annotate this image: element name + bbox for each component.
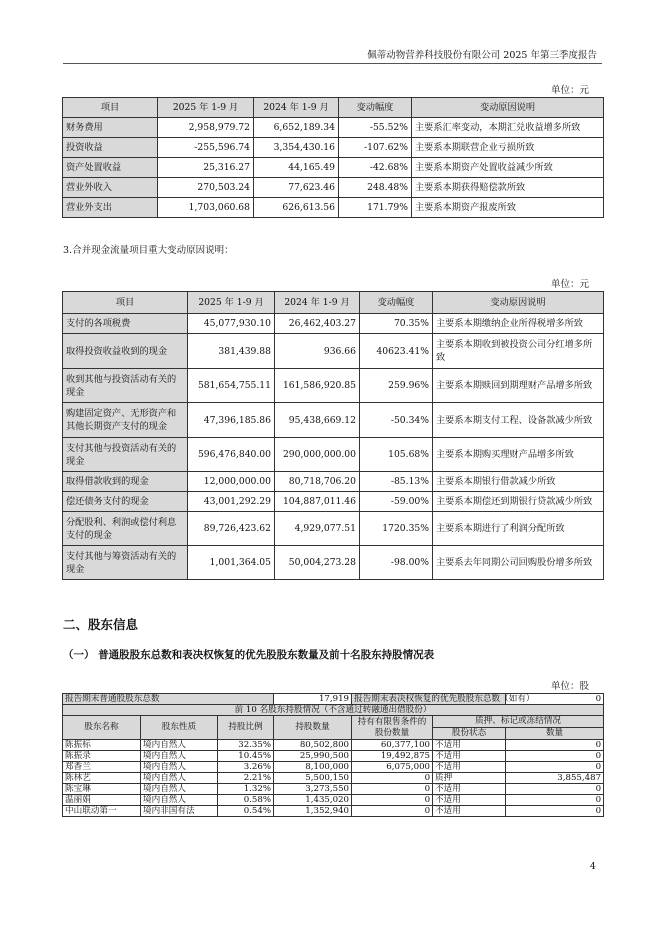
table-cell: 2.21% — [218, 773, 274, 784]
table-cell: 0 — [506, 806, 604, 817]
table-cell: 境内自然人 — [141, 740, 218, 751]
table-cell: 626,613.56 — [254, 198, 339, 218]
table-cell: 主要系本期缴纳企业所得税增多所致 — [433, 314, 604, 334]
col-name-header: 股东名称 — [63, 716, 141, 740]
table-cell: 陈林艺 — [63, 773, 141, 784]
table-cell: 290,000,000.00 — [275, 438, 360, 472]
table-cell: 中山联动第一 — [63, 806, 141, 817]
top10-caption: 前 10 名股东持股情况（不含通过转融通出借股份） — [63, 705, 604, 716]
table-cell: 581,654,755.11 — [188, 369, 275, 403]
table-cell: 80,718,706.20 — [275, 472, 360, 492]
table-row — [63, 118, 604, 138]
table-cell: 财务费用 — [63, 118, 158, 138]
table-cell: 936.66 — [275, 334, 360, 369]
page-number: 4 — [590, 862, 596, 872]
table-cell: 支付的各项税费 — [63, 314, 188, 334]
total-holders-label: 报告期末普通股股东总数 — [63, 694, 274, 705]
table-cell: 3,273,550 — [274, 784, 352, 795]
table-cell: 营业外支出 — [63, 198, 158, 218]
table-cell: 营业外收入 — [63, 178, 158, 198]
table-cell: 10.45% — [218, 751, 274, 762]
table-cell: 投资收益 — [63, 138, 158, 158]
table-cell: -85.13% — [360, 472, 433, 492]
table-cell: 支付其他与投资活动有关的现金 — [63, 438, 188, 472]
table-cell: 45,077,930.10 — [188, 314, 275, 334]
table-cell: -255,596.74 — [158, 138, 254, 158]
table-cell: 主要系本期获得赔偿款所致 — [412, 178, 604, 198]
table2-col-header: 2025 年 1-9 月 — [188, 292, 275, 314]
table-row — [63, 198, 604, 218]
table2-col-header: 项目 — [63, 292, 188, 314]
table-cell: 取得借款收到的现金 — [63, 472, 188, 492]
table-cell: 5,500,150 — [274, 773, 352, 784]
table-cell: 境内自然人 — [141, 784, 218, 795]
table-cell: 质押 — [433, 773, 506, 784]
table-cell: 0 — [352, 806, 433, 817]
subsection-title: （一） 普通股股东总数和表决权恢复的优先股股东数量及前十名股东持股情况表 — [63, 649, 435, 661]
table-cell: 105.68% — [360, 438, 433, 472]
table-row — [63, 740, 604, 751]
table2-col-header: 变动幅度 — [360, 292, 433, 314]
table-row — [63, 403, 604, 438]
table1-header-row — [63, 98, 604, 118]
table-cell: 主要系本期资产报废所致 — [412, 198, 604, 218]
page-header: 佩蒂动物营养科技股份有限公司 2025 年第三季度报告 — [367, 50, 597, 61]
table1-col-header: 变动原因说明 — [412, 98, 604, 118]
table-cell: 1,435,020 — [274, 795, 352, 806]
table-cell: 1.32% — [218, 784, 274, 795]
table-cell: 381,439.88 — [188, 334, 275, 369]
table-row — [63, 138, 604, 158]
table-cell: 25,990,500 — [274, 751, 352, 762]
table-cell: 6,075,000 — [352, 762, 433, 773]
table-cell: 596,476,840.00 — [188, 438, 275, 472]
table-row — [63, 806, 604, 817]
table-cell: 主要系本期偿还到期银行贷款减少所致 — [433, 492, 604, 512]
table-cell: 0 — [352, 784, 433, 795]
table-cell: 主要系本期收到被投资公司分红增多所致 — [433, 334, 604, 369]
table2-col-header: 变动原因说明 — [433, 292, 604, 314]
table-cell: 主要系去年同期公司回购股份增多所致 — [433, 546, 604, 580]
table-cell: 8,100,000 — [274, 762, 352, 773]
table-row — [63, 178, 604, 198]
table-cell: 0.58% — [218, 795, 274, 806]
table-row — [63, 492, 604, 512]
table-cell: 25,316.27 — [158, 158, 254, 178]
table-cell: -42.68% — [339, 158, 412, 178]
table-cell: 32.35% — [218, 740, 274, 751]
table-cell: 19,492,875 — [352, 751, 433, 762]
table-cell: 4,929,077.51 — [275, 512, 360, 546]
table-row — [63, 751, 604, 762]
table-cell: 温丽娟 — [63, 795, 141, 806]
col-ratio-header: 持股比例 — [218, 716, 274, 740]
table-cell: 77,623.46 — [254, 178, 339, 198]
header-divider — [63, 63, 602, 64]
table-cell: 40623.41% — [360, 334, 433, 369]
table-cell: 70.35% — [360, 314, 433, 334]
table-cell: 50,004,273.28 — [275, 546, 360, 580]
table-cell: 主要系本期购买理财产品增多所致 — [433, 438, 604, 472]
table-cell: 取得投资收益收到的现金 — [63, 334, 188, 369]
table-cell: 境内非国有法 — [141, 806, 218, 817]
table-cell: 偿还债务支付的现金 — [63, 492, 188, 512]
table-cell: 248.48% — [339, 178, 412, 198]
table-cell: 2,958,979.72 — [158, 118, 254, 138]
table-cell: 境内自然人 — [141, 795, 218, 806]
col-shares-header: 持股数量 — [274, 716, 352, 740]
table-cell: -55.52% — [339, 118, 412, 138]
table-cell: 主要系本期支付工程、设备款减少所致 — [433, 403, 604, 438]
table-cell: -98.00% — [360, 546, 433, 580]
table-cell: 259.96% — [360, 369, 433, 403]
table-cell: 270,503.24 — [158, 178, 254, 198]
table-cell: 收到其他与投资活动有关的现金 — [63, 369, 188, 403]
table-cell: 0 — [352, 773, 433, 784]
table-cell: 1,703,060.68 — [158, 198, 254, 218]
table-cell: 1,352,940 — [274, 806, 352, 817]
table-cell: 161,586,920.85 — [275, 369, 360, 403]
table-cell: 不适用 — [433, 795, 506, 806]
total-holders-value: 17,919 — [274, 694, 352, 705]
shareholder-table — [62, 693, 604, 817]
table-cell: 境内自然人 — [141, 762, 218, 773]
table2-col-header: 2024 年 1-9 月 — [275, 292, 360, 314]
table-row — [63, 369, 604, 403]
table-cell: 0 — [506, 740, 604, 751]
table-cell: 郑香兰 — [63, 762, 141, 773]
table-cell: 80,502,800 — [274, 740, 352, 751]
table2-header-row — [63, 292, 604, 314]
table-cell: 主要系本期赎回到期理财产品增多所致 — [433, 369, 604, 403]
table-cell: 主要系本期银行借款减少所致 — [433, 472, 604, 492]
table-row — [63, 773, 604, 784]
table-cell: 95,438,669.12 — [275, 403, 360, 438]
table-row — [63, 795, 604, 806]
table-cell: 资产处置收益 — [63, 158, 158, 178]
table-cell: 主要系本期进行了利润分配所致 — [433, 512, 604, 546]
table1-col-header: 2024 年 1-9 月 — [254, 98, 339, 118]
table-cell: 171.79% — [339, 198, 412, 218]
table3-unit: 单位：股 — [550, 681, 589, 692]
table-cell: 不适用 — [433, 762, 506, 773]
table1-col-header: 项目 — [63, 98, 158, 118]
top10-caption-row — [63, 705, 604, 716]
col-pledge-status-header: 股份状态 — [433, 728, 506, 740]
table-row — [63, 158, 604, 178]
note-3: 3.合并现金流量项目重大变动原因说明： — [63, 245, 234, 256]
table-cell: 境内自然人 — [141, 751, 218, 762]
pref-holders-label: 报告期末表决权恢复的优先股股东总数（如有） — [352, 694, 506, 705]
table-cell: 支付其他与筹资活动有关的现金 — [63, 546, 188, 580]
table-cell: 3.26% — [218, 762, 274, 773]
table-cell: -107.62% — [339, 138, 412, 158]
table-cell: 12,000,000.00 — [188, 472, 275, 492]
table-cell: 3,354,430.16 — [254, 138, 339, 158]
table-cell: 主要系本期资产处置收益减少所致 — [412, 158, 604, 178]
table-cell: 境内自然人 — [141, 773, 218, 784]
table-row — [63, 762, 604, 773]
table-cell: 26,462,403.27 — [275, 314, 360, 334]
table-cell: 分配股利、利润或偿付利息支付的现金 — [63, 512, 188, 546]
table-cell: 购建固定资产、无形资产和其他长期资产支付的现金 — [63, 403, 188, 438]
table-cell: -50.34% — [360, 403, 433, 438]
table-cell: 陈振标 — [63, 740, 141, 751]
table-row — [63, 438, 604, 472]
table-cell: 104,887,011.46 — [275, 492, 360, 512]
table-cell: 0 — [506, 762, 604, 773]
income-change-table — [62, 97, 604, 218]
table-cell: 6,652,189.34 — [254, 118, 339, 138]
table1-col-header: 2025 年 1-9 月 — [158, 98, 254, 118]
table-cell: 1,001,364.05 — [188, 546, 275, 580]
table-cell: 不适用 — [433, 751, 506, 762]
table-cell: 47,396,185.86 — [188, 403, 275, 438]
table-cell: 0 — [506, 751, 604, 762]
col-pledge-qty-header: 数量 — [506, 728, 604, 740]
col-restricted-header: 持有有限售条件的股份数量 — [352, 716, 433, 740]
table-cell: 0 — [352, 795, 433, 806]
table-cell: 89,726,423.62 — [188, 512, 275, 546]
table-row — [63, 472, 604, 492]
col-nature-header: 股东性质 — [141, 716, 218, 740]
table-cell: 0.54% — [218, 806, 274, 817]
table-cell: 主要系汇率变动，本期汇兑收益增多所致 — [412, 118, 604, 138]
table-cell: 43,001,292.29 — [188, 492, 275, 512]
table-row — [63, 784, 604, 795]
table-cell: 60,377,100 — [352, 740, 433, 751]
table-cell: 不适用 — [433, 784, 506, 795]
table1-unit: 单位：元 — [550, 85, 589, 96]
table-row — [63, 314, 604, 334]
table-cell: 主要系本期联营企业亏损所致 — [412, 138, 604, 158]
table-cell: 44,165.49 — [254, 158, 339, 178]
section-title: 二、股东信息 — [63, 617, 139, 632]
table2-unit: 单位：元 — [550, 279, 589, 290]
table-cell: 3,855,487 — [506, 773, 604, 784]
table-cell: 1720.35% — [360, 512, 433, 546]
table-cell: 不适用 — [433, 806, 506, 817]
table-row — [63, 512, 604, 546]
table-cell: 陈宝琳 — [63, 784, 141, 795]
cashflow-change-table — [62, 291, 604, 580]
pref-holders-value: 0 — [506, 694, 604, 705]
table-cell: -59.00% — [360, 492, 433, 512]
table-cell: 不适用 — [433, 740, 506, 751]
table-cell: 陈振录 — [63, 751, 141, 762]
col-pledge-group-header: 质押、标记或冻结情况 — [433, 716, 604, 728]
total-holders-row — [63, 694, 604, 705]
table-cell: 0 — [506, 784, 604, 795]
table1-col-header: 变动幅度 — [339, 98, 412, 118]
table3-header-row — [63, 716, 604, 728]
table-cell: 0 — [506, 795, 604, 806]
table-row — [63, 334, 604, 369]
table-row — [63, 546, 604, 580]
